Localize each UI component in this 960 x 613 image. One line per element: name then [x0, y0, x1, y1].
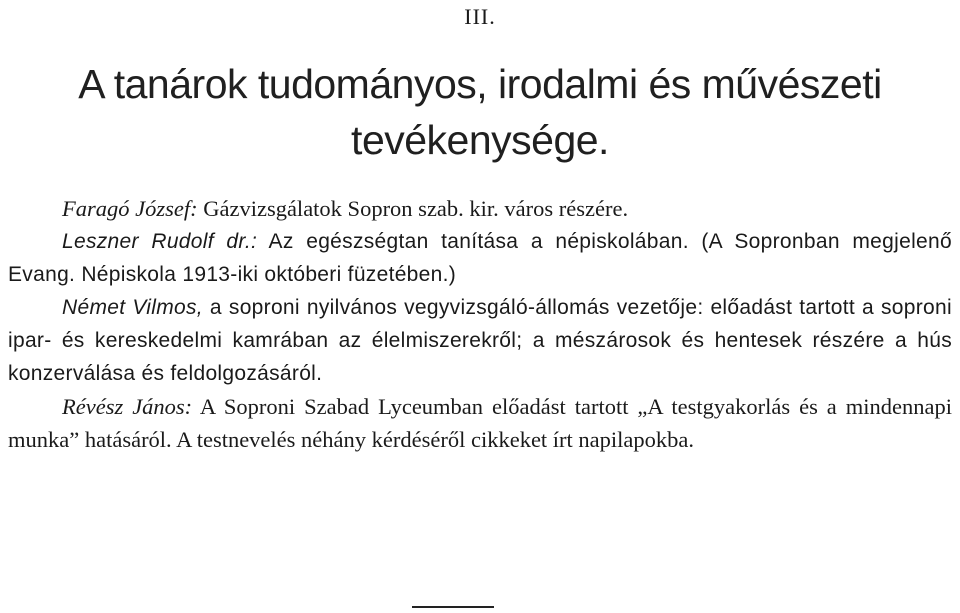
entry-text: a soproni nyilvános vegyvizsgáló-állomás vezetője: előadást tartott a soproni ipar- és kereskedelmi kamrában az élelmiszerekről; a mészárosok és hentesek részére a hús konzerválása és feldolgozásáról.: [8, 296, 952, 385]
author-name: Leszner Rudolf dr.:: [62, 230, 258, 253]
title-line-2: tevékenysége.: [351, 117, 609, 163]
author-name: Faragó József:: [62, 196, 198, 221]
section-divider: [412, 606, 494, 608]
author-name: Révész János:: [62, 394, 193, 419]
entry-farago: [8, 192, 952, 225]
activity-list: [8, 192, 952, 456]
entry-text: Az egészségtan tanítása a népiskolában. (A Sopronban megjelenő Evang. Népiskola 1913-iki októberi füzetében.): [8, 230, 952, 286]
entry-text: A Soproni Szabad Lyceumban előadást tartott „A testgyakorlás és a mindennapi munka” hatásáról. A testnevelés néhány kérdéséről cikkeket írt napilapokba.: [8, 394, 952, 452]
entry-revesz: [8, 390, 952, 456]
entry-nemet: [8, 291, 952, 390]
entry-text: Gázvizsgálatok Sopron szab. kir. város részére.: [197, 196, 629, 221]
page-title: [0, 56, 960, 168]
title-line-1: A tanárok tudományos, irodalmi és művészeti: [78, 61, 882, 107]
author-name: Német Vilmos,: [62, 296, 203, 319]
page-number: III.: [464, 4, 496, 29]
entry-leszner: [8, 225, 952, 291]
